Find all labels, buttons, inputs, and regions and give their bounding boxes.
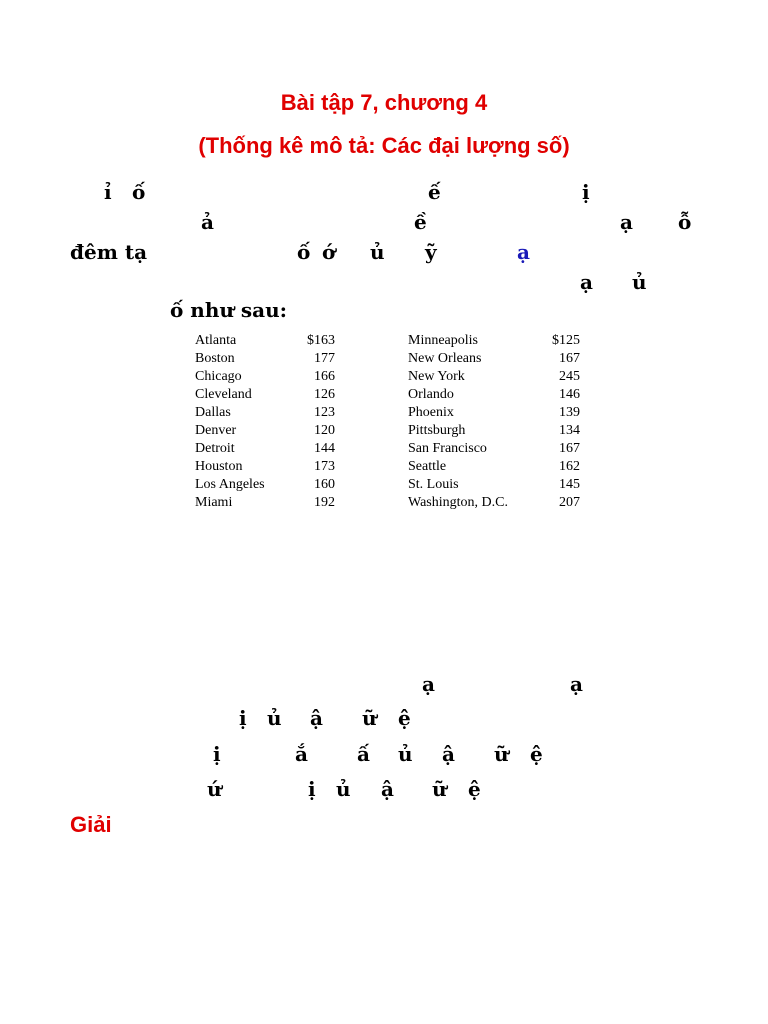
- city-name: New Orleans: [408, 351, 482, 366]
- table-row: [195, 386, 580, 404]
- table-row: [195, 494, 580, 512]
- city-cost: 120: [314, 423, 335, 438]
- table-row: [195, 440, 580, 458]
- intro-fragment: ủ: [370, 240, 385, 264]
- city-name: St. Louis: [408, 477, 459, 492]
- city-name: Orlando: [408, 387, 454, 402]
- question-fragment: ữ: [494, 742, 509, 766]
- intro-fragment: ỗ: [678, 210, 692, 234]
- city-name: Minneapolis: [408, 333, 478, 348]
- column-gap: [335, 440, 408, 458]
- city-cost: 167: [559, 441, 580, 456]
- city-cost-table: [195, 332, 580, 512]
- city-name: Denver: [195, 423, 237, 438]
- city-name: Boston: [195, 351, 235, 366]
- table-row: [195, 332, 580, 350]
- city-cost: 146: [559, 387, 580, 402]
- city-cost: 167: [559, 351, 580, 366]
- table-row: [195, 476, 580, 494]
- question-fragment: ủ: [267, 706, 282, 730]
- city-name: Atlanta: [195, 333, 237, 348]
- column-gap: [335, 458, 408, 476]
- question-fragment: ệ: [530, 742, 543, 766]
- table-row: [195, 404, 580, 422]
- intro-fragment: ả: [201, 210, 214, 234]
- question-fragment: ứ: [207, 777, 222, 801]
- city-name: San Francisco: [408, 441, 487, 456]
- intro-fragment: ị: [582, 180, 590, 204]
- city-name: Washington, D.C.: [408, 495, 508, 510]
- question-fragment: ạ: [422, 672, 435, 696]
- question-fragment: ệ: [468, 777, 481, 801]
- question-fragment: ị: [213, 742, 221, 766]
- intro-fragment: ớ: [322, 240, 336, 264]
- solution-heading: Giải: [70, 812, 112, 837]
- intro-fragment: đêm tạ: [70, 240, 148, 264]
- city-name: Miami: [195, 495, 233, 510]
- city-name: Detroit: [195, 441, 235, 456]
- city-cost: 144: [314, 441, 335, 456]
- city-cost: 207: [559, 495, 580, 510]
- city-cost: 134: [559, 423, 580, 438]
- question-fragment: ấ: [357, 742, 370, 766]
- intro-fragment: ỹ: [425, 240, 437, 264]
- page-title: Bài tập 7, chương 4: [280, 90, 488, 115]
- question-fragment: ậ: [442, 742, 455, 766]
- column-gap: [335, 476, 408, 494]
- city-name: Dallas: [195, 405, 231, 420]
- city-cost: 123: [314, 405, 335, 420]
- table-row: [195, 422, 580, 440]
- column-gap: [335, 422, 408, 440]
- intro-fragment: ế: [428, 180, 441, 204]
- table-row: [195, 350, 580, 368]
- city-cost: 166: [314, 369, 335, 384]
- page-subtitle: (Thống kê mô tả: Các đại lượng số): [198, 133, 570, 158]
- intro-fragment: ỉ: [104, 180, 112, 204]
- question-fragment: ữ: [432, 777, 447, 801]
- city-cost: $125: [552, 333, 580, 348]
- city-name: Los Angeles: [195, 477, 265, 492]
- intro-fragment-link: ạ: [517, 240, 530, 264]
- question-fragment: ủ: [336, 777, 351, 801]
- column-gap: [335, 404, 408, 422]
- city-cost: 177: [314, 351, 335, 366]
- city-cost: 192: [314, 495, 335, 510]
- column-gap: [335, 386, 408, 404]
- intro-fragment: ề: [414, 210, 427, 234]
- column-gap: [335, 350, 408, 368]
- question-fragment: ủ: [398, 742, 413, 766]
- city-cost: 162: [559, 459, 580, 474]
- table-row: [195, 368, 580, 386]
- city-cost: 139: [559, 405, 580, 420]
- city-cost: 126: [314, 387, 335, 402]
- intro-fragment: ạ: [580, 270, 593, 294]
- city-cost: $163: [307, 333, 335, 348]
- intro-fragment: ố: [132, 180, 146, 204]
- city-name: Chicago: [195, 369, 242, 384]
- city-name: Pittsburgh: [408, 423, 466, 438]
- city-name: New York: [408, 369, 465, 384]
- intro-fragment: ạ: [620, 210, 633, 234]
- question-fragment: ậ: [381, 777, 394, 801]
- city-cost: 160: [314, 477, 335, 492]
- column-gap: [335, 494, 408, 512]
- city-cost: 173: [314, 459, 335, 474]
- question-fragment: ệ: [398, 706, 411, 730]
- question-fragment: ị: [239, 706, 247, 730]
- intro-fragment: ố: [297, 240, 311, 264]
- table-row: [195, 458, 580, 476]
- city-name: Houston: [195, 459, 243, 474]
- question-fragment: ắ: [295, 742, 308, 766]
- intro-fragment: ủ: [632, 270, 647, 294]
- city-name: Seattle: [408, 459, 447, 474]
- question-fragment: ị: [308, 777, 316, 801]
- question-fragment: ữ: [362, 706, 377, 730]
- question-fragment: ạ: [570, 672, 583, 696]
- column-gap: [335, 332, 408, 350]
- intro-fragment: ố như sau:: [170, 298, 288, 322]
- city-name: Phoenix: [408, 405, 454, 420]
- column-gap: [335, 368, 408, 386]
- question-fragment: ậ: [310, 706, 323, 730]
- city-cost: 245: [559, 369, 580, 384]
- city-name: Cleveland: [195, 387, 252, 402]
- city-cost: 145: [559, 477, 580, 492]
